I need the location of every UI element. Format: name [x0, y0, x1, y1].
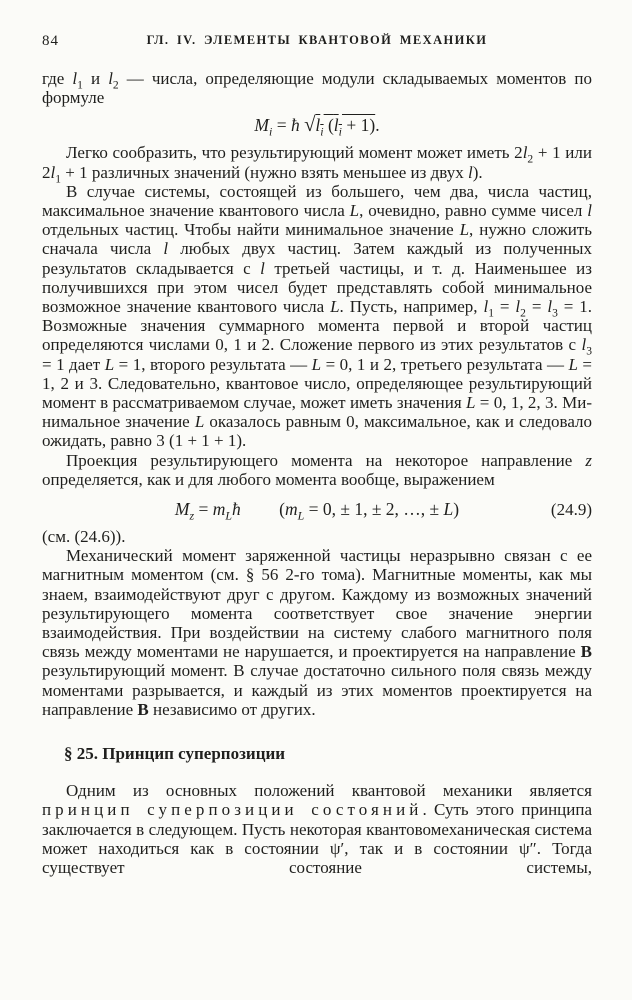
- paragraph-intro: где $l_1$ и $l_2$ — числа, определяющие модули складываемых моментов по формуле: [42, 69, 592, 108]
- page-header: [42, 33, 592, 49]
- formula-Mi: $M_i$ = ħ $√l_i$ $(l_i + 1)$.: [254, 114, 380, 139]
- page-body: [42, 69, 592, 877]
- equation-24-9-condition: ($m_L = 0$, ± 1, ± 2, …, ± L): [279, 499, 460, 523]
- paragraph-moment-values: Легко сообразить, что результирующий момент может иметь $2l_2 + 1$ или $2l_1 + 1$ различных значений (нужно взять меньшее из двух l).: [42, 143, 592, 185]
- paragraph-system: В случае системы, состоящей из большего, чем два, числа частиц, максимальное значение квантового числа L, очевидно, равно сумме чисел l отдельных частиц. Чтобы найти минимальное значение L, нужно сложить сначала числа l любых двух частиц. Затем каждый из полученных результатов складывается с l третьей частицы, и т. д. Наименьшее из получившихся при этом чисел будет представлять собой минимальное возможное значение квантового числа L. Пусть, например, $l_1 = l_2 = l_3 = 1$. Возможные значения суммарного момента первой и второй частиц определяются числами 0, 1 и 2. Сложение первого из этих результатов с $l_3 = 1$ дает L = 1, второго результата — L = 0, 1 и 2, третьего результата — L = 1, 2 и 3. Следовательно, квантовое число, определяющее результирующий момент в рассматриваемом случае, может иметь значения L = 0, 1, 2, 3. Минимальное значение L оказалось равным 0, максимальное, как и следовало ожидать, равно 3 (1 + 1 + 1).: [42, 181, 593, 451]
- see-reference: (см. (24.6)).: [42, 527, 126, 547]
- equation-row-24-9: [42, 498, 592, 523]
- running-head: ГЛ. IV. ЭЛЕМЕНТЫ КВАНТОВОЙ МЕХАНИКИ: [146, 33, 488, 47]
- equation-24-9-number: (24.9): [550, 500, 592, 520]
- paragraph-superposition: Одним из основных положений квантовой механики является принцип суперпозиции состояний. Суть этого принципа заключается в следующем. Пусть некоторая квантовомеханическая система может находиться как в состоянии ψ′, так и в состоянии ψ″. Тогда существует состояние системы,: [42, 781, 592, 877]
- paragraph-projection: Проекция результирующего момента на некоторое направление z определяется, как и для любого момента вообще, выражением: [42, 450, 592, 489]
- section-heading: § 25. Принцип суперпозиции: [64, 744, 286, 764]
- equation-24-9-main: $M_z$ = $m_Lħ$: [174, 499, 241, 523]
- page-number: 84: [42, 33, 59, 49]
- paragraph-magnetic: Механический момент заряженной частицы неразрывно связан с ее магнитным моментом (см. § 56 2-го тома). Магнитные моменты, как мы знаем, взаимодействуют друг с другом. Каждому из возможных значений результирующего момента соответствует свое значение энергии взаимодействия. При воздействии на систему слабого магнитного поля связь между моментами не нарушается, и проектируется на направление В результирующий момент. В случае достаточно сильного поля связь между моментами разрывается, и каждый из этих моментов проектируется на направление В независимо от других.: [42, 546, 592, 719]
